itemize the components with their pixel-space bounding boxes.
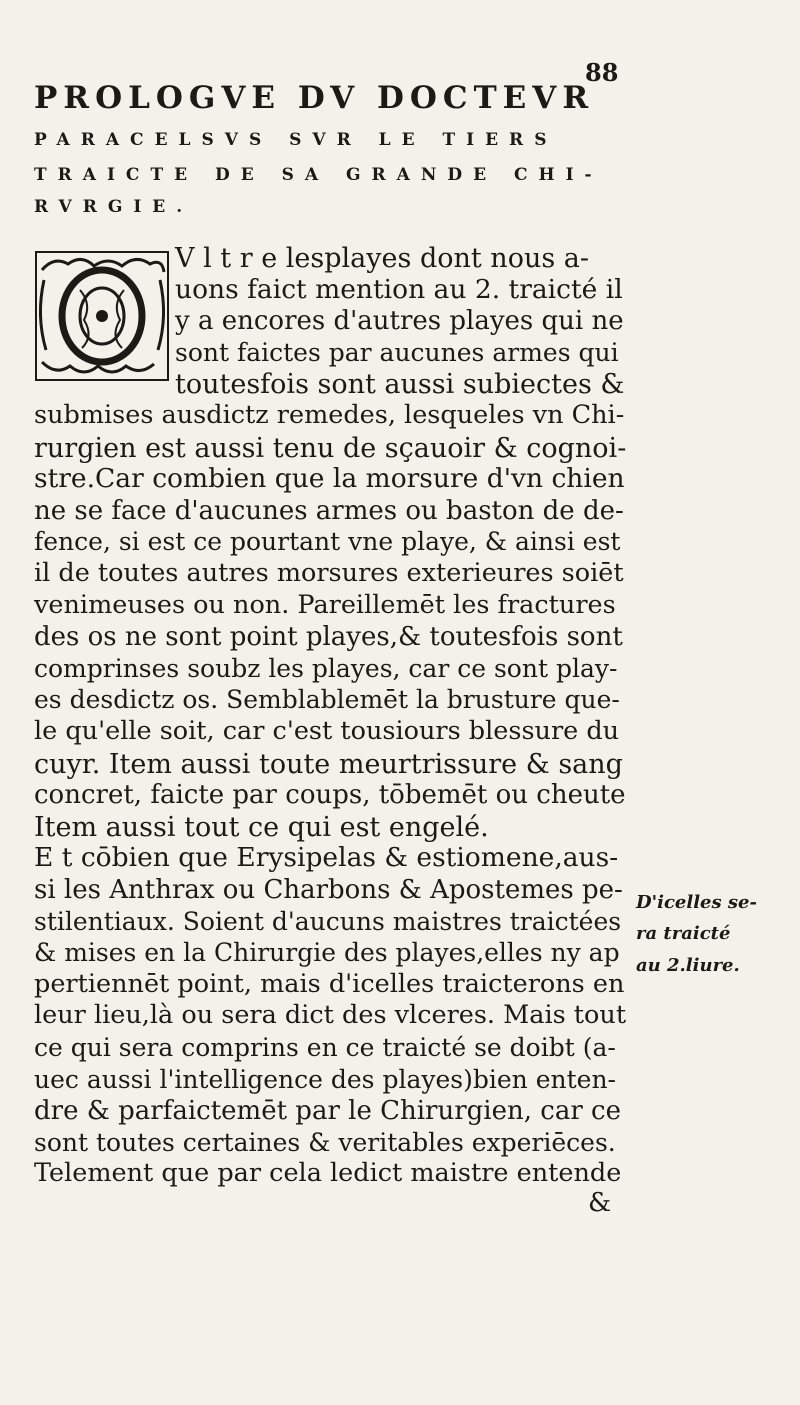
decorated-initial bbox=[34, 250, 170, 382]
body-line: Item aussi tout ce qui est engelé. bbox=[34, 811, 489, 843]
body-line: fence, si est ce pourtant vne playe, & ainsi est bbox=[34, 527, 621, 557]
body-line: il de toutes autres morsures exterieures soiēt bbox=[34, 558, 624, 588]
body-line: y a encores d'autres playes qui ne bbox=[175, 306, 624, 337]
body-line: cuyr. Item aussi toute meurtrissure & sang bbox=[34, 748, 623, 780]
margin-note-line-3: au 2.liure. bbox=[636, 955, 740, 976]
body-line: dre & parfaictemēt par le Chirurgien, car ce bbox=[34, 1096, 621, 1127]
body-line: Telement que par cela ledict maistre entende bbox=[34, 1158, 622, 1189]
body-line: si les Anthrax ou Charbons & Apostemes pe- bbox=[34, 875, 623, 905]
body-line: ne se face d'aucunes armes ou baston de de- bbox=[34, 495, 624, 526]
body-line: E t cōbien que Erysipelas & estiomene,aus- bbox=[34, 842, 619, 874]
body-line: es desdictz os. Semblablemēt la brusture que- bbox=[34, 685, 620, 715]
body-line: uons faict mention au 2. traicté il bbox=[175, 273, 623, 305]
body-line: leur lieu,là ou sera dict des vlceres. Mais tout bbox=[34, 1000, 627, 1031]
body-line: & mises en la Chirurgie des playes,elles ny ap bbox=[34, 938, 620, 968]
subtitle-line-1: PARACELSVS SVR LE TIERS bbox=[34, 130, 558, 150]
page-number: 88 bbox=[585, 58, 619, 87]
body-line: stre.Car combien que la morsure d'vn chien bbox=[34, 463, 625, 495]
body-line: pertiennēt point, mais d'icelles traicterons en bbox=[34, 968, 625, 999]
subtitle-line-2: TRAICTE DE SA GRANDE CHI- bbox=[34, 165, 603, 185]
margin-note-line-2: ra traicté bbox=[636, 923, 731, 944]
ornament-icon bbox=[34, 250, 170, 382]
body-line: le qu'elle soit, car c'est tousiours blessure du bbox=[34, 716, 620, 746]
body-line: sont faictes par aucunes armes qui bbox=[175, 337, 619, 367]
subtitle-line-3: RVRGIE. bbox=[34, 197, 194, 217]
body-line: submises ausdictz remedes, lesqueles vn Chi- bbox=[34, 400, 625, 430]
body-line: des os ne sont point playes,& toutesfois sont bbox=[34, 622, 623, 653]
body-line: comprinses soubz les playes, car ce sont play- bbox=[34, 653, 618, 683]
body-line: uec aussi l'intelligence des playes)bien enten- bbox=[34, 1064, 616, 1094]
margin-note-line-1: D'icelles se- bbox=[636, 892, 757, 913]
body-line: toutesfois sont aussi subiectes & bbox=[175, 369, 625, 401]
body-line: venimeuses ou non. Pareillemēt les fractures bbox=[34, 589, 616, 620]
body-line: rurgien est aussi tenu de sçauoir & cognoi- bbox=[34, 432, 627, 464]
body-line: V l t r e lesplayes dont nous a- bbox=[175, 243, 589, 274]
body-line: stilentiaux. Soient d'aucuns maistres traictées bbox=[34, 906, 622, 936]
body-line: sont toutes certaines & veritables experiēces. bbox=[34, 1127, 616, 1157]
body-line: concret, faicte par coups, tōbemēt ou cheute bbox=[34, 780, 626, 811]
catchword: & bbox=[588, 1188, 612, 1218]
body-line: ce qui sera comprins en ce traicté se doibt (a- bbox=[34, 1033, 616, 1062]
chapter-title: PROLOGVE DV DOCTEVR bbox=[34, 80, 595, 116]
